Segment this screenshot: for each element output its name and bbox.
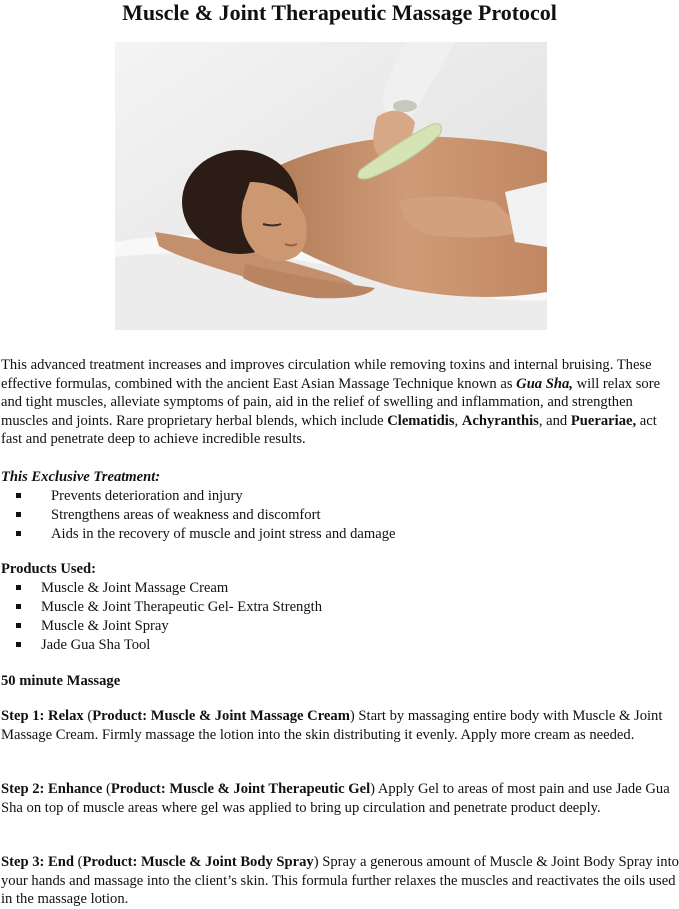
products-heading: Products Used: — [1, 561, 96, 577]
intro-separator: , and — [538, 412, 571, 429]
step-paren: ) — [313, 854, 319, 870]
intro-text: This advanced treatment increases and improves circulation while removing toxins and internal bruising. These effective formulas, combined with the ancient East Asian Massage Technique known as — [1, 357, 652, 392]
bullet-icon — [16, 531, 21, 536]
list-item — [1, 579, 679, 598]
step-text: Apply Gel to areas of most pain and use Jade Gua Sha on top of muscle areas where gel was applied to bring up circulation and penetrate product deeply. — [1, 781, 670, 816]
bullet-icon — [16, 604, 21, 609]
list-item — [1, 525, 679, 544]
intro-text: act fast and penetrate deep to achieve incredible results. — [1, 412, 657, 448]
step-product: Product: Muscle & Joint Massage Cream — [92, 708, 350, 724]
herb-name: Achyranthis — [461, 412, 539, 429]
treatment-section — [1, 468, 679, 544]
step-paren: ( — [102, 781, 111, 797]
list-item-text: Aids in the recovery of muscle and joint stress and damage — [51, 525, 396, 542]
gua-sha-term: Gua Sha, — [516, 375, 573, 392]
herb-name: Clematidis — [387, 412, 455, 429]
list-item-text: Jade Gua Sha Tool — [41, 636, 151, 653]
step-3 — [1, 853, 679, 909]
list-item-text: Prevents deterioration and injury — [51, 487, 243, 504]
list-item-text: Muscle & Joint Massage Cream — [41, 579, 229, 596]
list-item-text: Strengthens areas of weakness and discomfort — [51, 506, 321, 523]
bullet-icon — [16, 585, 21, 590]
step-paren: ( — [83, 708, 93, 724]
treatment-list — [1, 487, 679, 544]
intro-paragraph — [1, 356, 679, 449]
list-item — [1, 487, 679, 506]
step-label: Step 2: Enhance — [1, 781, 103, 797]
step-label: Step 3: End — [1, 854, 74, 870]
list-item — [1, 506, 679, 525]
list-item-text: Muscle & Joint Spray — [41, 617, 169, 634]
page-title: Muscle & Joint Therapeutic Massage Protocol — [122, 0, 557, 25]
step-paren: ) — [349, 708, 355, 724]
list-item — [1, 617, 679, 636]
bullet-icon — [16, 512, 21, 517]
step-text: Spray a generous amount of Muscle & Joint Body Spray into your hands and massage into the client’s skin. This formula further relaxes the muscles and reactivates the oils used in the massage lotion. — [1, 854, 679, 908]
massage-heading: 50 minute Massage — [1, 673, 121, 689]
products-list — [1, 579, 679, 655]
bullet-icon — [16, 642, 21, 647]
bullet-icon — [16, 493, 21, 498]
intro-text: will relax sore and tight muscles, alleviate symptoms of pain, aid in the relief of swelling and inflammation, and strengthen muscles and joints. Rare proprietary herbal blends, which include — [1, 375, 661, 429]
massage-photo — [115, 42, 547, 330]
products-section — [1, 560, 679, 655]
list-item-text: Muscle & Joint Therapeutic Gel- Extra Strength — [41, 598, 322, 615]
step-product: Product: Muscle & Joint Therapeutic Gel — [110, 781, 371, 797]
intro-separator: , — [454, 412, 462, 429]
list-item — [1, 636, 679, 655]
step-text: Start by massaging entire body with Muscle & Joint Massage Cream. Firmly massage the lotion into the skin distributing it evenly. Apply more cream as needed. — [1, 708, 663, 743]
step-2 — [1, 780, 679, 817]
step-label: Step 1: Relax — [1, 708, 84, 724]
step-1 — [1, 707, 679, 744]
herb-name: Puerariae, — [570, 412, 637, 429]
list-item — [1, 598, 679, 617]
step-paren: ) — [370, 781, 376, 797]
bullet-icon — [16, 623, 21, 628]
treatment-heading: This Exclusive Treatment: — [1, 469, 161, 485]
step-paren: ( — [74, 854, 83, 870]
step-product: Product: Muscle & Joint Body Spray — [82, 854, 314, 870]
